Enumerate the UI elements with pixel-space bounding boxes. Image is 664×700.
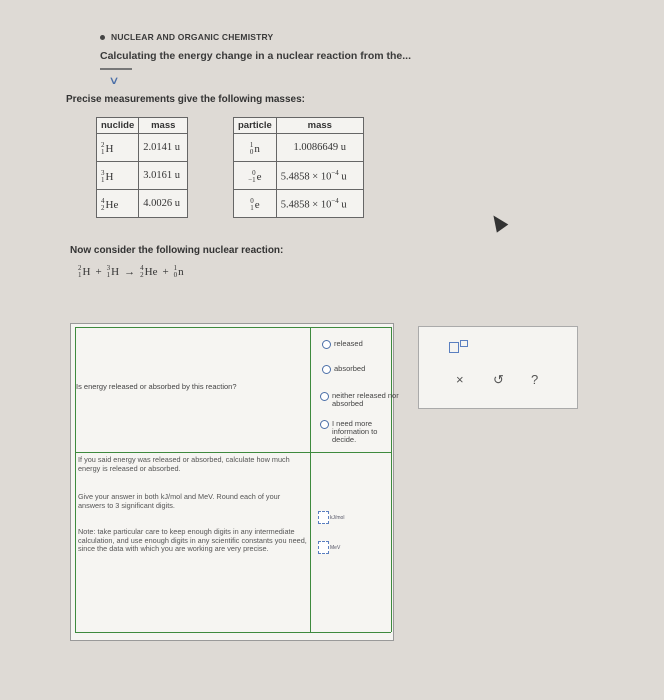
table-row [234,190,364,218]
product-helium: 4 2 He [140,264,158,279]
mass-value: 2.0141 u [139,134,188,162]
bullet-icon [100,35,105,40]
radio-circle-icon[interactable] [320,420,329,429]
column-divider [391,327,392,632]
nuclide-symbol: 2 1 H [101,141,114,156]
table-row [97,190,188,218]
mass-value: 4.0026 u [139,190,188,218]
particle-table [233,117,364,218]
math-tools-panel [418,326,578,409]
table-row [234,134,364,162]
reaction-arrow: → [124,266,136,278]
answer-input-box[interactable] [318,511,329,524]
column-divider [310,327,311,632]
mev-input[interactable]: MeV [318,541,340,554]
radio-neither[interactable]: neither released nor absorbed [320,392,406,408]
mouse-cursor-icon [488,211,509,232]
reactant-deuterium: 2 1 H [78,264,91,279]
particle-symbol: 0 1 e [250,197,260,212]
intro-text: Precise measurements give the following masses: [66,94,305,105]
mass-value: $5.4858 \times 10^{-4}$ u [276,162,363,190]
kj-per-mol-input[interactable]: kJ/mol [318,511,344,524]
nuclide-symbol: 4 2 He [101,197,119,212]
table-header: mass [276,118,363,134]
particle-symbol: 1 0 n [249,141,260,156]
mass-value: 3.0161 u [139,162,188,190]
table-header: nuclide [97,118,139,134]
page-title: Calculating the energy change in a nuclear reaction from the... [100,50,411,62]
table-header: mass [139,118,188,134]
answer-input-box[interactable] [318,541,329,554]
plus-sign: + [95,266,102,278]
reactant-tritium: 3 1 H [106,264,120,279]
superscript-template-icon[interactable] [449,340,468,353]
chevron-down-icon[interactable]: ∨ [108,75,120,87]
radio-circle-icon[interactable] [322,340,331,349]
help-button[interactable]: ? [531,372,539,387]
question-energy-amount: If you said energy was released or absorbed, calculate how much energy is released or absorbed. Give your answer in both kJ/mol and MeV. Round each of your answers to 3 significant digits. Note: take particular care to keep enough digits in any intermediate calculation, and use enough digits in any scientific constants you need, since the data with which you are working are very precise. [78,455,307,553]
radio-circle-icon[interactable] [320,392,329,401]
radio-circle-icon[interactable] [322,365,331,374]
particle-symbol: 0 −1 e [248,169,262,184]
clear-button[interactable]: × [456,372,464,387]
product-neutron: 1 0 n [173,264,184,279]
question-energy-direction: Is energy released or absorbed by this reaction? [76,382,237,391]
table-row [97,162,188,190]
radio-released[interactable]: released [322,340,363,349]
radio-absorbed[interactable]: absorbed [322,365,365,374]
undo-button[interactable]: ↺ [493,372,504,387]
reaction-intro: Now consider the following nuclear reaction: [70,245,284,256]
row-divider [75,452,391,453]
mass-value: $5.4858 \times 10^{-4}$ u [276,190,363,218]
table-row [97,134,188,162]
nuclear-reaction-equation [78,265,184,279]
row-divider [75,327,391,328]
mass-value: 1.0086649 u [276,134,363,162]
radio-need-more-info[interactable]: I need more information to decide. [320,420,398,444]
nuclide-table [96,117,188,218]
table-header: particle [234,118,277,134]
plus-sign: + [162,266,169,278]
title-underline [100,68,132,70]
table-row [234,162,364,190]
nuclide-symbol: 3 1 H [101,169,114,184]
topic-label: NUCLEAR AND ORGANIC CHEMISTRY [100,32,273,42]
row-divider [75,632,391,633]
column-divider [75,327,76,632]
